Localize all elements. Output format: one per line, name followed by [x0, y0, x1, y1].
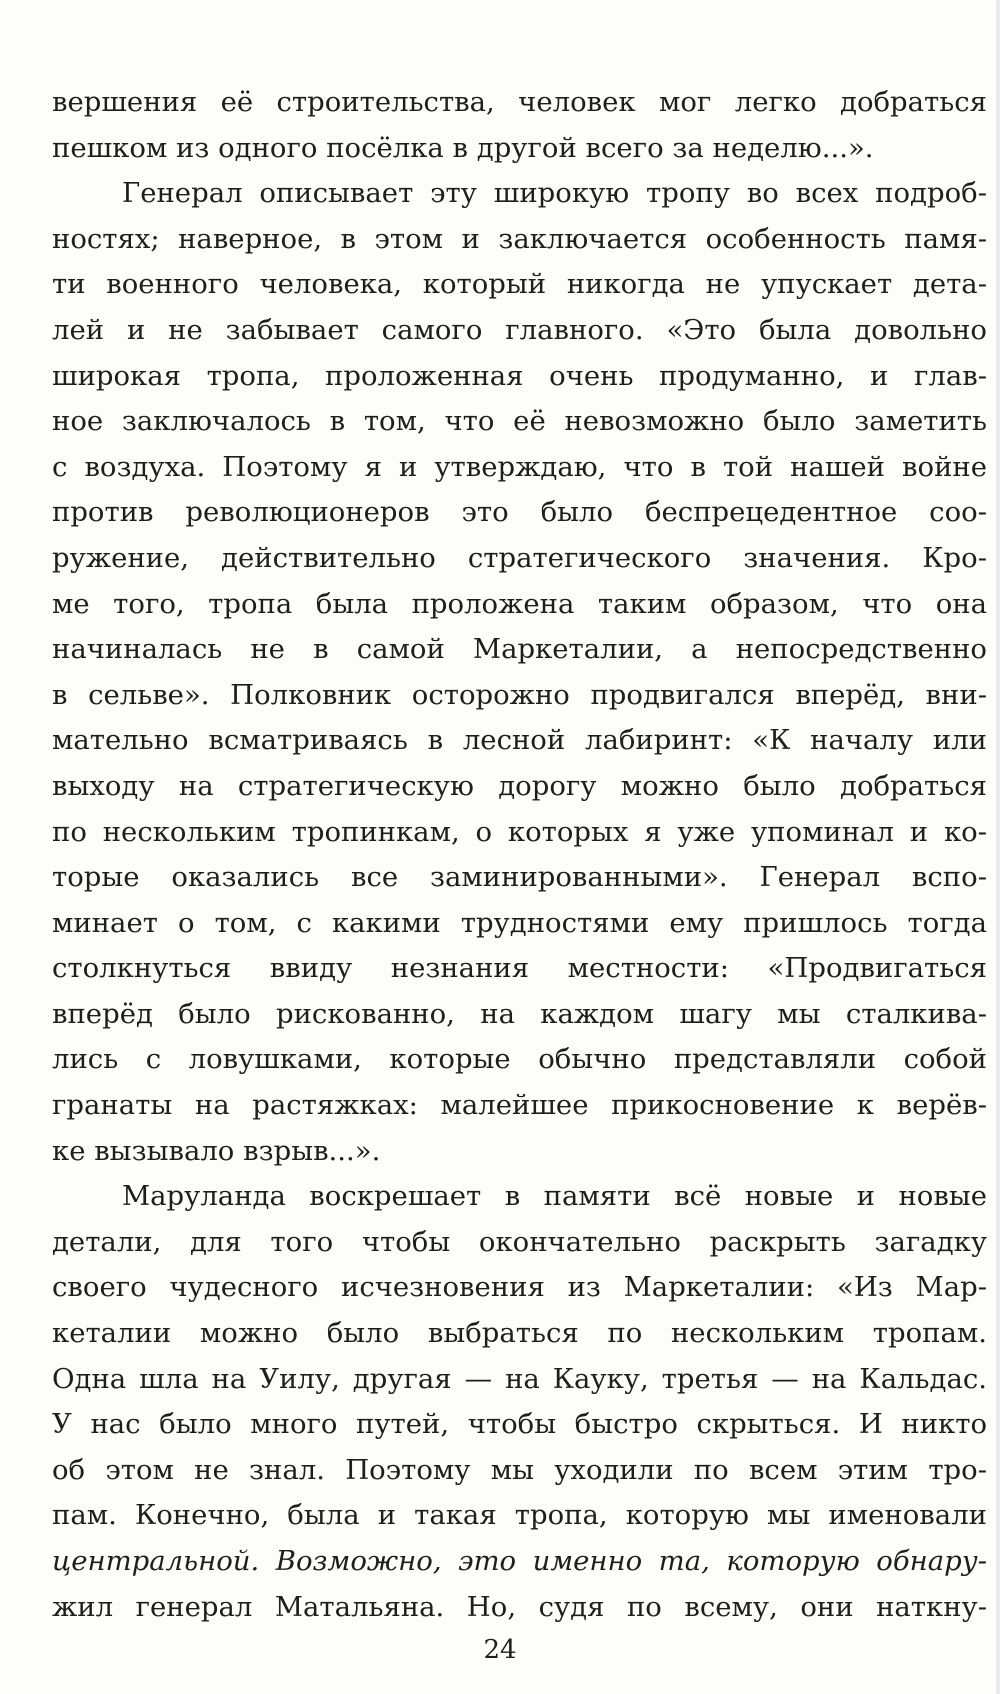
- text-line: пам. Конечно, была и такая тропа, которую мы именовали: [52, 1499, 987, 1532]
- text-line: ностях; наверное, в этом и заключается особенность памя-: [52, 222, 987, 255]
- text-line: центральной. Возможно, это именно та, которую обнару-: [52, 1545, 987, 1577]
- text-line: У нас было много путей, чтобы быстро скрыться. И никто: [52, 1408, 987, 1441]
- text-line: пешком из одного посёлка в другой всего за неделю...».: [52, 131, 874, 164]
- text-line: торые оказались все заминированными». Генерал вспо-: [52, 861, 987, 894]
- text-line: Маруланда воскрешает в памяти всё новые и новые: [122, 1180, 987, 1213]
- text-line: широкая тропа, проложенная очень продуманно, и глав-: [52, 359, 987, 392]
- text-line: ме того, тропа была проложена таким образом, что она: [52, 587, 987, 620]
- text-line: кеталии можно было выбраться по нескольким тропам.: [52, 1317, 987, 1350]
- text-line: детали, для того чтобы окончательно раскрыть загадку: [52, 1225, 987, 1258]
- text-line: жил генерал Матальяна. Но, судя по всему, они наткну-: [52, 1590, 987, 1623]
- text-line: Одна шла на Уилу, другая — на Кауку, третья — на Кальдас.: [52, 1362, 987, 1395]
- text-line: лей и не забывает самого главного. «Это была довольно: [52, 313, 987, 346]
- text-line: ке вызывало взрыв...».: [52, 1134, 381, 1167]
- page-number: 24: [483, 1635, 517, 1665]
- text-line: ти военного человека, который никогда не упускает дета-: [52, 268, 987, 301]
- text-line: вперёд было рискованно, на каждом шагу мы сталкива-: [52, 997, 987, 1030]
- text-line: в сельве». Полковник осторожно продвигался вперёд, вни-: [52, 678, 987, 711]
- text-line: лись с ловушками, которые обычно представляли собой: [52, 1043, 987, 1076]
- text-line: выходу на стратегическую дорогу можно было добраться: [52, 769, 987, 802]
- text-line: мательно всматриваясь в лесной лабиринт: «К началу или: [52, 724, 987, 757]
- text-line: Генерал описывает эту широкую тропу во всех подроб-: [122, 177, 987, 210]
- body-text: [52, 80, 987, 1630]
- text-line: столкнуться ввиду незнания местности: «Продвигаться: [52, 952, 987, 985]
- text-line: гранаты на растяжках: малейшее прикосновение к верёв-: [52, 1089, 987, 1122]
- text-line: об этом не знал. Поэтому мы уходили по всем этим тро-: [52, 1453, 987, 1486]
- text-line: вершения её строительства, человек мог легко добраться: [52, 86, 987, 118]
- text-line: ружение, действительно стратегического значения. Кро-: [52, 541, 987, 574]
- page-edge: [996, 0, 1000, 1694]
- text-line: ное заключалось в том, что её невозможно было заметить: [52, 405, 987, 438]
- text-line: начиналась не в самой Маркеталии, а непосредственно: [52, 633, 987, 666]
- text-line: против революционеров это было беспрецедентное соо-: [52, 496, 987, 529]
- text-line: с воздуха. Поэтому я и утверждаю, что в той нашей войне: [52, 450, 987, 483]
- text-line: своего чудесного исчезновения из Маркеталии: «Из Мар-: [52, 1271, 987, 1304]
- text-line: по нескольким тропинкам, о которых я уже упоминал и ко-: [52, 815, 987, 848]
- text-line: минает о том, с какими трудностями ему пришлось тогда: [52, 906, 987, 939]
